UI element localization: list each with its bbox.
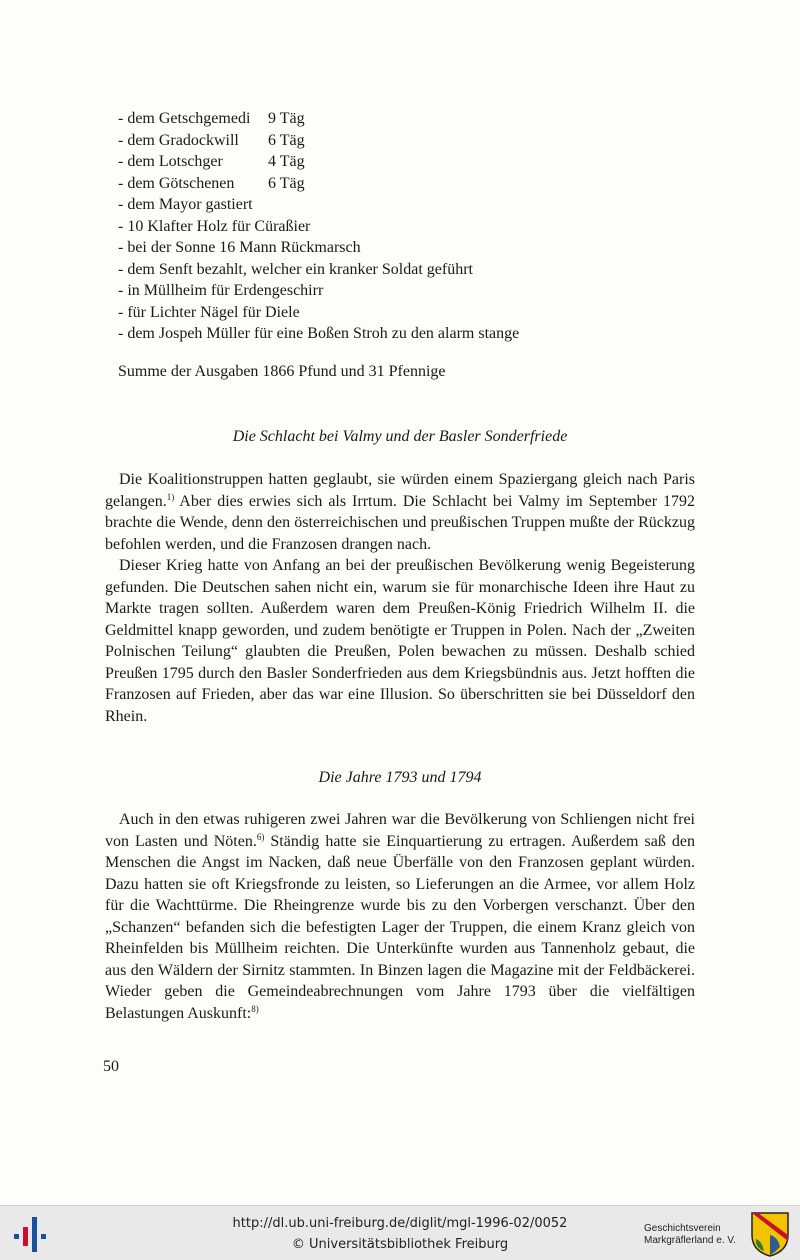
list-item: - dem Götschenen 6 Täg	[118, 174, 305, 192]
viewer-footer	[0, 1205, 800, 1260]
list-item: - in Müllheim für Erdengeschirr	[118, 282, 324, 299]
list-item: - 10 Klafter Holz für Cüraßier	[118, 217, 311, 235]
permalink-url[interactable]: http://dl.ub.uni-freiburg.de/diglit/mgl-1996-02/0052	[232, 1216, 568, 1231]
section-body-valmy	[105, 469, 695, 727]
list-item: - für Lichter Nägel für Diele	[118, 303, 300, 321]
footnote-ref: 1)	[166, 491, 175, 502]
list-item: - dem Gradockwill 6 Täg	[118, 131, 305, 149]
paragraph: Dieser Krieg hatte von Anfang an bei der preußischen Bevölkerung wenig Begeisterung gefunden. Die Deutschen sahen nicht ein, warum sie für monarchische Ideen ihre Haut zu Markte tragen sollten. Außerdem waren dem Preußen-König Friedrich Wilhelm II. die Geldmittel knapp geworden, und zudem benötigte er Truppen in Polen. Nach der „Zweiten Polnischen Teilung“ glaubten die Preußen, Polen bewachen zu müssen. Deshalb schied Preußen 1795 durch den Basler Sonderfrieden aus dem Kriegsbündnis aus. Jetzt hofften die Franzosen auf Frieden, aber das war eine Illusion. So überschritten sie bei Düsseldorf den Rhein.	[105, 557, 695, 725]
paragraph: Die Koalitionstruppen hatten geglaubt, sie würden einem Spaziergang gleich nach Paris gelangen.$^{1)}$ Aber dies erwies sich als Irrtum. Die Schlacht bei Valmy im September 1792 brachte die Wende, denn den österreichischen und preußischen Truppen mußte der Rückzug befohlen werden, und die Franzosen drangen nach.	[105, 471, 695, 553]
paragraph: Auch in den etwas ruhigeren zwei Jahren war die Bevölkerung von Schliengen nicht frei von Lasten und Nöten.$^{6)}$ Ständig hatte sie Einquartierung zu ertragen. Außerdem saß den Menschen die Angst im Nacken, daß neue Überfälle von den Franzosen geplant würden. Dazu hatten sie oft Kriegsfronde zu leisten, so Lieferungen an die Armee, vor allem Holz für die Wachttürme. Die Rheingrenze wurde bis zu den Vorbergen verschanzt. Über den „Schanzen“ befanden sich die befestigten Lager der Truppen, die einem Kranz gleich von Rheinfelden bis Müllheim reichten. Die Unterkünfte wurden aus Tannenholz gebaut, die aus den Wäldern der Sirnitz stammten. In Binzen lagen die Magazine mit der Feldbäckerei. Wieder geben die Gemeindeabrechnungen vom Jahre 1793 über die vielfältigen Belastungen Auskunft:$^{8)}$	[105, 811, 695, 1022]
coat-of-arms-icon	[750, 1211, 790, 1257]
footnote-ref: 8)	[251, 1003, 259, 1014]
section-heading-1793: Die Jahre 1793 und 1794	[318, 769, 482, 786]
section-body-1793	[105, 809, 695, 1024]
list-item: - dem Mayor gastiert	[118, 196, 253, 213]
list-item: - dem Getschgemedi 9 Täg	[118, 110, 305, 127]
list-item: - dem Lotschger 4 Täg	[118, 153, 305, 170]
list-item: - bei der Sonne 16 Mann Rückmarsch	[118, 239, 361, 256]
page-number: 50	[103, 1058, 119, 1075]
section-heading-valmy: Die Schlacht bei Valmy und der Basler Sonderfriede	[232, 428, 568, 445]
footnote-ref: 6)	[256, 831, 265, 842]
expense-list	[118, 108, 718, 345]
list-item: - dem Senft bezahlt, welcher ein kranker Soldat geführt	[118, 260, 473, 278]
expense-total: Summe der Ausgaben 1866 Pfund und 31 Pfennige	[118, 363, 446, 380]
org-name: Geschichtsverein Markgräflerland e. V.	[644, 1223, 736, 1246]
copyright-notice: © Universitätsbibliothek Freiburg	[291, 1237, 509, 1252]
list-item: - dem Jospeh Müller für eine Boßen Stroh zu den alarm stange	[118, 325, 520, 342]
